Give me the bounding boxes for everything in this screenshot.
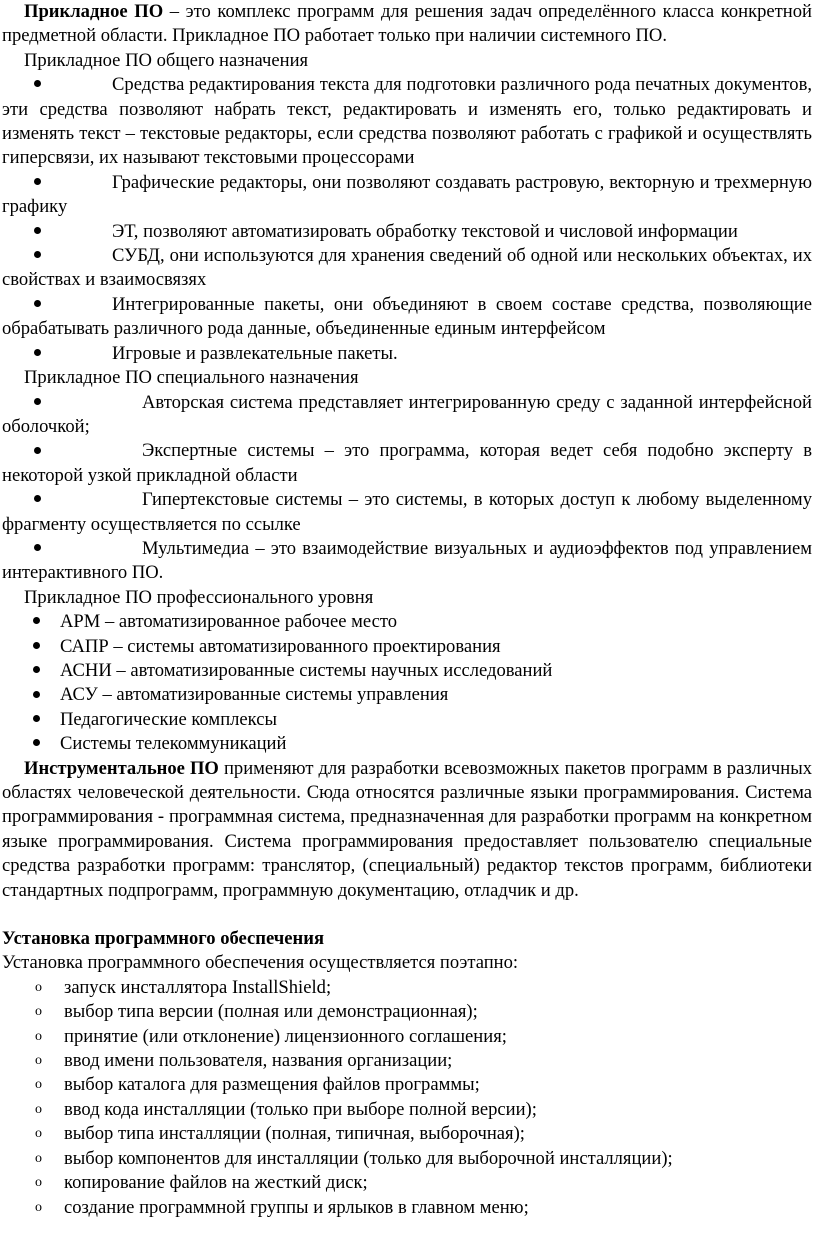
tools-term: Инструментальное ПО [24,757,219,779]
install-step: o выбор типа инсталляции (полная, типичная, выборочная); [2,1122,812,1146]
professional-heading: Прикладное ПО профессионального уровня [24,586,374,608]
bullet-icon [33,708,40,732]
bullet-icon [34,342,112,366]
install-step: o принятие (или отклонение) лицензионного соглашения; [2,1025,812,1049]
bullet-icon [33,635,40,659]
intro-paragraph [2,0,812,49]
install-step: o копирование файлов на жесткий диск; [2,1171,812,1195]
circle-bullet-icon: o [35,1077,42,1093]
general-item: СУБД, они используются для хранения сведений об одной или нескольких объектах, их свойствах и взаимосвязях [2,245,812,291]
install-steps-list [2,976,812,1220]
professional-item: Педагогические комплексы [2,708,812,732]
install-step: o выбор каталога для размещения файлов программы; [2,1073,812,1097]
professional-item: Системы телекоммуникаций [2,732,812,756]
circle-bullet-icon: o [35,1101,42,1117]
install-step: o выбор типа версии (полная или демонстрационная); [2,1000,812,1024]
circle-bullet-icon: o [35,1150,42,1166]
circle-bullet-icon: o [35,1053,42,1069]
bullet-icon [34,293,112,317]
intro-text: – это комплекс программ для решения задач определённого класса конкретной предметной области. Прикладное ПО работает только при наличии системного ПО. [2,1,812,47]
bullet-icon [34,537,142,561]
special-item: Экспертные системы – это программа, которая ведет себя подобно эксперту в некоторой узкой прикладной области [2,440,812,486]
install-step: o выбор компонентов для инсталляции (только для выборочной инсталляции); [2,1147,812,1171]
bullet-icon [34,171,112,195]
professional-item: САПР – системы автоматизированного проектирования [2,635,812,659]
bullet-icon [34,391,142,415]
bullet-icon [33,683,40,707]
general-item: Интегрированные пакеты, они объединяют в своем составе средства, позволяющие обрабатывать различного рода данные, объединенные единым интерфейсом [2,293,812,340]
tools-text: применяют для разработки всевозможных пакетов программ в различных областях человеческой деятельности. Сюда относятся различные языки программирования. Система программирования - программная система, предназначенная для разработки программ на конкретном языке программирования. Система программирования предоставляет пользователю специальные средства разработки программ: транслятор, (специальный) редактор текстов программ, библиотеки стандартных подпрограмм, программную документацию, отладчик и др. [2,757,813,901]
special-item: Гипертекстовые системы – это системы, в которых доступ к любому выделенному фрагменту осуществляется по ссылке [2,489,812,535]
professional-list [2,610,812,756]
circle-bullet-icon: o [35,1028,42,1044]
special-heading: Прикладное ПО специального назначения [24,367,359,389]
intro-term: Прикладное ПО [24,1,164,22]
circle-bullet-icon: o [35,1175,42,1191]
general-item: Средства редактирования текста для подготовки различного рода печатных документов, эти средства позволяют набрать текст, редактировать и изменять его, только редактировать и изменять текст – текстовые редакторы, если средства позволяют работать с графикой и осуществлять гиперсвязи, их называют текстовыми процессорами [2,74,812,169]
professional-item: АРМ – автоматизированное рабочее место [2,610,812,634]
circle-bullet-icon: o [35,1004,42,1020]
install-heading: Установка программного обеспечения [2,928,325,950]
install-step: o запуск инсталлятора InstallShield; [2,976,812,1000]
special-item: Авторская система представляет интегрированную среду с заданной интерфейсной оболочкой; [2,391,812,437]
spacer [2,903,812,927]
install-lead: Установка программного обеспечения осуществляется поэтапно: [2,952,519,974]
install-step: o ввод имени пользователя, названия организации; [2,1049,812,1073]
bullet-icon [34,220,112,244]
professional-item: АСУ – автоматизированные системы управления [2,683,812,707]
install-step: o создание программной группы и ярлыков в главном меню; [2,1196,812,1220]
install-step: o ввод кода инсталляции (только при выборе полной версии); [2,1098,812,1122]
general-item: ЭТ, позволяют автоматизировать обработку текстовой и числовой информации [2,220,812,244]
general-heading: Прикладное ПО общего назначения [24,49,309,71]
circle-bullet-icon: o [35,1126,42,1142]
bullet-icon [34,488,142,512]
general-item: Игровые и развлекательные пакеты. [2,342,812,366]
bullet-icon [34,73,112,97]
circle-bullet-icon: o [35,979,42,995]
bullet-icon [33,610,40,634]
bullet-icon [34,244,112,268]
tools-paragraph [2,757,812,903]
bullet-icon [33,732,40,756]
special-item: Мультимедиа – это взаимодействие визуальных и аудиоэффектов под управлением интерактивного ПО. [2,537,812,584]
professional-item: АСНИ – автоматизированные системы научных исследований [2,659,812,683]
circle-bullet-icon: o [35,1199,42,1215]
bullet-icon [34,439,142,463]
general-item: Графические редакторы, они позволяют создавать растровую, векторную и трехмерную графику [2,171,812,218]
bullet-icon [33,659,40,683]
